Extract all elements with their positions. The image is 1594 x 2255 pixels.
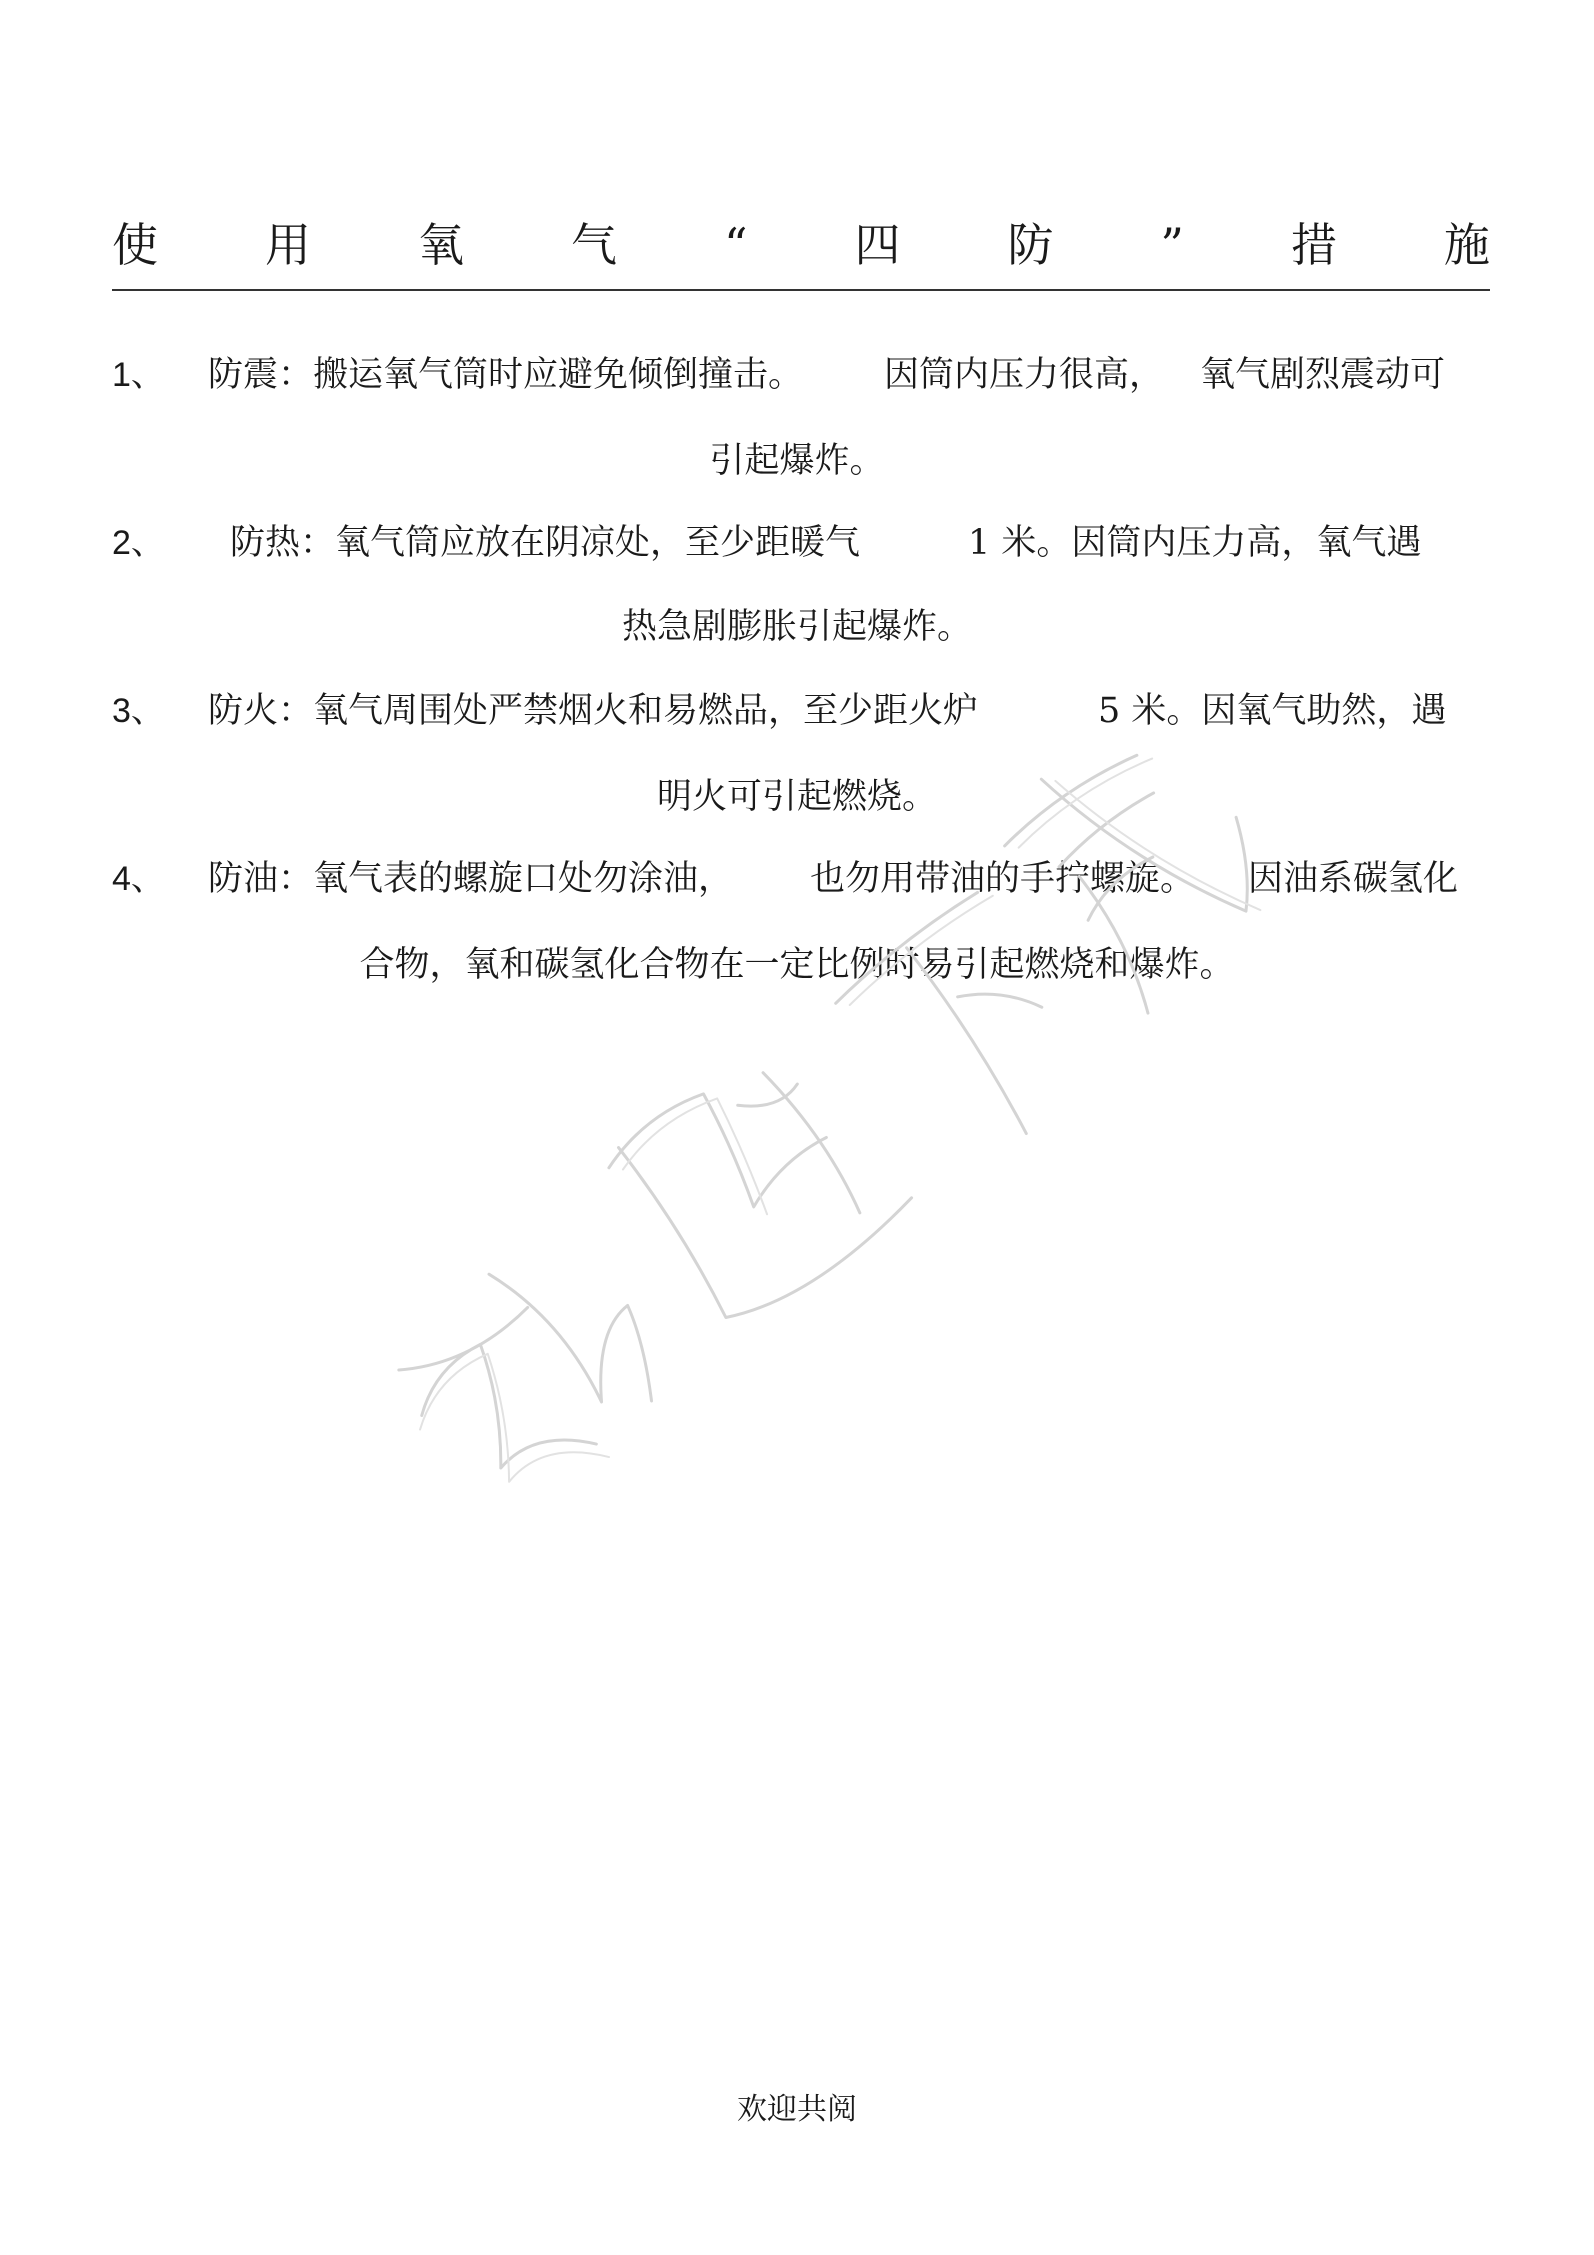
title-char: 用	[264, 218, 311, 272]
title-char: 防	[1007, 218, 1054, 272]
item-number: 4、	[112, 860, 165, 898]
title-underline	[112, 289, 1490, 291]
title-char: 使	[112, 218, 158, 272]
item-text: 氧气剧烈震动可	[1200, 355, 1446, 395]
title-char: 措	[1290, 218, 1337, 272]
item-text: 也勿用带油的手拧螺旋。	[810, 859, 1196, 899]
title-char: 氧	[417, 218, 464, 272]
item-text: 5 米。因氧气助然，遇	[1098, 691, 1447, 731]
item-number: 2、	[112, 524, 165, 562]
title-char: 施	[1443, 218, 1490, 272]
item-continuation: 引起爆炸。	[709, 441, 885, 481]
item-number: 3、	[112, 692, 165, 730]
item-text: 防热：氧气筒应放在阴凉处，至少距暖气	[230, 523, 861, 563]
item-text: 防震：搬运氧气筒时应避免倾倒撞击。	[208, 355, 804, 395]
item-continuation: 明火可引起燃烧。	[656, 777, 937, 817]
page-footer: 欢迎共阅	[737, 2092, 857, 2127]
item-text: 防油：氧气表的螺旋口处勿涂油，	[208, 859, 734, 899]
title-char: 四	[854, 218, 901, 272]
item-continuation: 合物，氧和碳氢化合物在一定比例时易引起燃烧和爆炸。	[359, 945, 1235, 985]
item-text: 1 米。因筒内压力高，氧气遇	[968, 523, 1422, 563]
watermark	[200, 600, 1400, 1650]
page-title	[112, 210, 1490, 280]
item-text: 防火：氧气周围处严禁烟火和易燃品，至少距火炉	[208, 691, 979, 731]
item-text: 因筒内压力很高，	[884, 355, 1165, 395]
item-number: 1、	[112, 356, 165, 394]
title-char: “	[723, 218, 748, 272]
title-char: 气	[570, 218, 617, 272]
item-text: 因油系碳氢化	[1248, 859, 1459, 899]
title-char: ”	[1160, 218, 1184, 272]
item-continuation: 热急剧膨胀引起爆炸。	[621, 607, 972, 647]
